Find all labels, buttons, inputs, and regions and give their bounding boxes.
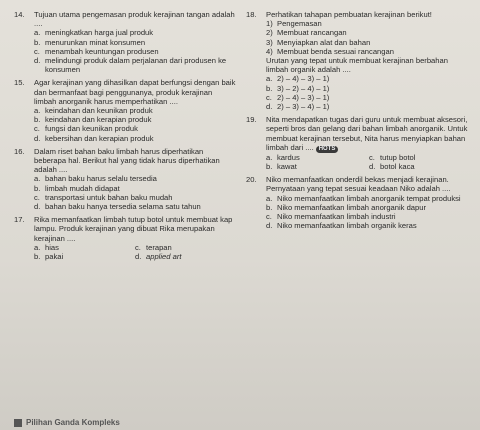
option-c[interactable] [266,93,472,102]
option-letter: c. [266,212,272,222]
question-17 [14,215,236,261]
option-text: meningkatkan harga jual produk [45,28,154,38]
option-letter: a. [34,28,41,38]
option-d[interactable] [266,221,472,230]
question-text: Niko memanfaatkan onderdil bekas menjadi kerajinan. Pernyataan yang tepat sesuai keadaan Niko adalah .... [266,175,451,194]
question-number: 20. [246,175,257,185]
option-letter: c. [135,242,141,252]
option-letter: b. [34,115,41,125]
option-d[interactable] [135,252,236,261]
option-text: keindahan dan keunikan produk [45,106,153,116]
step-number: 4) [266,46,273,56]
option-text: botol kaca [380,162,415,172]
option-letter: c. [34,124,40,134]
section-heading [14,418,120,427]
option-text: hias [45,242,59,252]
option-b[interactable] [266,203,472,212]
option-text: keindahan dan kerapian produk [45,115,152,125]
step-item [266,47,472,56]
option-letter: b. [34,183,41,193]
question-number: 14. [14,10,25,19]
question-number: 19. [246,115,257,125]
option-text: bahan baku harus selalu tersedia [45,174,157,184]
step-text: Membuat rancangan [277,28,347,38]
option-text: tutup botol [380,152,416,162]
option-text: Niko memanfaatkan limbah anorganik dapur [277,202,427,212]
option-a[interactable] [266,153,369,162]
step-text: Membuat benda sesuai rancangan [277,46,394,56]
question-20 [246,175,472,230]
option-letter: b. [266,83,273,93]
step-number: 1) [266,19,273,29]
option-c[interactable] [34,47,236,56]
question-text: Dalam riset bahan baku limbah harus diperhatikan beberapa hal. Berikut hal yang tidak harus diperhatikan adalah .... [34,146,220,175]
question-text: Agar kerajinan yang dihasilkan dapat berfungsi dengan baik dan bermanfaat bagi penggunanya, produk kerajinan limbah anorganik harus memperhatikan .... [34,78,236,106]
step-number: 2) [266,28,273,38]
question-18 [246,10,472,111]
option-b[interactable] [266,162,369,171]
option-d[interactable] [266,102,472,111]
option-text: Niko memanfaatkan limbah anorganik tempat produksi [277,193,461,203]
option-text: menambah keuntungan produsen [45,46,159,56]
option-d[interactable] [369,162,472,171]
question-number: 17. [14,215,25,225]
option-a[interactable] [34,174,236,183]
option-letter: b. [266,202,273,212]
question-number: 18. [246,10,257,19]
option-text: melindungi produk dalam perjalanan dari produsen ke konsumen [45,56,227,75]
option-letter: d. [266,102,273,112]
right-column [246,10,472,234]
option-letter: d. [369,162,376,172]
option-letter: c. [266,92,272,102]
question-19 [246,115,472,171]
option-b[interactable] [34,252,135,261]
option-letter: c. [369,152,375,162]
option-letter: a. [34,174,41,184]
option-letter: a. [34,242,41,252]
question-14 [14,10,236,74]
question-text: Perhatikan tahapan pembuatan kerajinan berikut! [266,10,432,19]
step-text: Pengemasan [277,19,322,29]
option-text: 2) – 4) – 3) – 1) [277,92,330,102]
step-item [266,28,472,37]
option-a[interactable] [34,106,236,115]
option-letter: c. [34,46,40,56]
option-d[interactable] [34,56,236,74]
option-c[interactable] [369,153,472,162]
option-text: fungsi dan keunikan produk [45,124,138,134]
section-marker-icon [14,419,22,427]
option-letter: a. [266,193,273,203]
question-15 [14,78,236,142]
question-number: 16. [14,146,25,156]
option-letter: a. [266,152,273,162]
left-column [14,10,236,265]
question-16 [14,147,236,211]
question-number: 15. [14,78,25,88]
option-letter: a. [34,106,41,116]
option-letter: d. [135,252,142,262]
option-text: bahan baku hanya tersedia selama satu tahun [45,202,201,212]
option-text: Niko memanfaatkan limbah organik keras [277,221,417,231]
option-a[interactable] [266,194,472,203]
option-letter: b. [34,252,41,262]
option-letter: d. [34,133,41,143]
option-letter: d. [34,56,41,66]
option-text: 3) – 2) – 4) – 1) [277,83,330,93]
option-text: kardus [277,152,300,162]
option-text: applied art [146,252,182,262]
option-d[interactable] [34,202,236,211]
option-text: pakai [45,252,64,262]
question-followup: Urutan yang tepat untuk membuat kerajinan berbahan limbah organik adalah .... [266,56,448,75]
option-a[interactable] [266,74,472,83]
question-text: Tujuan utama pengemasan produk kerajinan tangan adalah .... [34,10,235,29]
option-text: menurunkan minat konsumen [45,37,146,47]
option-c[interactable] [135,243,236,252]
option-text: Niko memanfaatkan limbah industri [277,212,396,222]
option-letter: a. [266,74,273,84]
option-b[interactable] [266,84,472,93]
option-text: limbah mudah didapat [45,183,120,193]
option-c[interactable] [266,212,472,221]
hots-badge: HOTS [316,146,339,153]
option-text: transportasi untuk bahan baku mudah [45,192,173,202]
option-text: 2) – 3) – 4) – 1) [277,102,330,112]
question-text: Rika memanfaatkan limbah tutup botol untuk membuat kap lampu. Produk kerajinan yang dibuat Rika merupakan kerajinan .... [34,215,233,243]
option-d[interactable] [34,134,236,143]
option-a[interactable] [34,243,135,252]
option-letter: b. [266,162,273,172]
option-c[interactable] [34,124,236,133]
step-number: 3) [266,37,273,47]
option-text: kawat [277,162,297,172]
option-c[interactable] [34,193,236,202]
option-b[interactable] [34,184,236,193]
option-a[interactable] [34,28,236,37]
option-letter: d. [266,221,273,231]
option-text: 2) – 4) – 3) – 1) [277,74,330,84]
option-letter: d. [34,202,41,212]
option-b[interactable] [34,38,236,47]
section-heading-text: Pilihan Ganda Kompleks [26,418,120,427]
option-letter: c. [34,192,40,202]
option-text: terapan [146,242,172,252]
question-text: Nita mendapatkan tugas dari guru untuk membuat aksesori, seperti bros dan gelang dari bahan limbah anorganik. Untuk membuat kerajinan tersebut, Nita harus menyiapkan bahan limbah dari .... [266,115,468,152]
option-text: kebersihan dan kerapian produk [45,133,154,143]
step-text: Menyiapkan alat dan bahan [277,37,371,47]
step-item [266,19,472,28]
step-item [266,38,472,47]
option-b[interactable] [34,115,236,124]
option-letter: b. [34,37,41,47]
